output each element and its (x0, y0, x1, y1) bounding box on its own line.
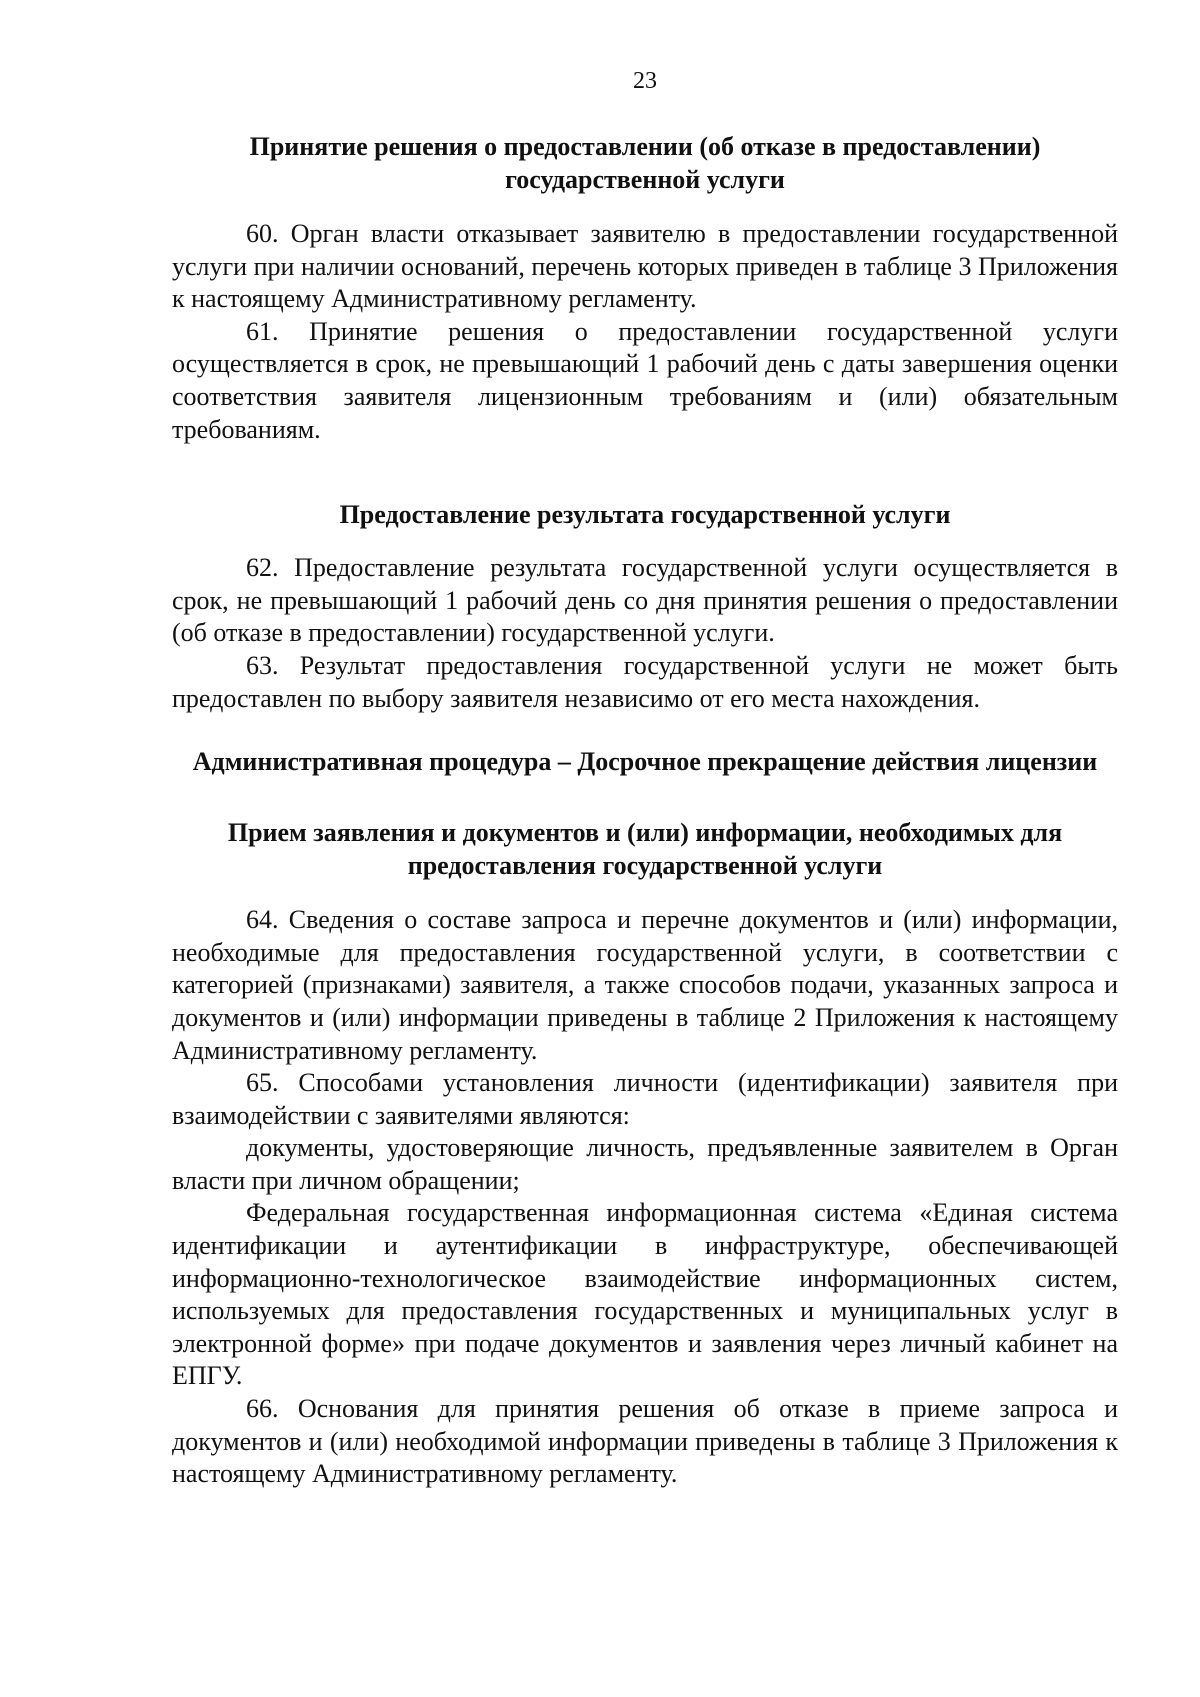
section-heading-result: Предоставление результата государственной услуги (339, 500, 951, 530)
paragraph-65-item-esia: Федеральная государственная информационная система «Единая система идентификации и аутентификации в инфраструктуре, обеспечивающей информационно-технологическое взаимодействие информационных систем, используемых для предоставления государственных и муниципальных услуг в электронной форме» при подаче документов и заявления через личный кабинет на ЕПГУ. (172, 1198, 1118, 1391)
page-number: 23 (633, 68, 657, 94)
section-heading-decision: Принятие решения о предоставлении (об отказе в предоставлении) государственной услуги (249, 132, 1041, 194)
paragraph-62: 62. Предоставление результата государственной услуги осуществляется в срок, не превышающий 1 рабочий день со дня принятия решения о предоставлении (об отказе в предоставлении) государственной услуги. (172, 553, 1118, 648)
section-heading-reception: Прием заявления и документов и (или) информации, необходимых для предоставления государственной услуги (227, 818, 1063, 881)
paragraph-63: 63. Результат предоставления государственной услуги не может быть предоставлен по выбору заявителя независимо от его места нахождения. (172, 650, 1118, 713)
paragraph-65-item-documents: документы, удостоверяющие личность, предъявленные заявителем в Орган власти при личном обращении; (172, 1133, 1118, 1195)
section-heading-procedure: Административная процедура – Досрочное прекращение действия лицензии (192, 747, 1098, 777)
paragraph-61: 61. Принятие решения о предоставлении государственной услуги осуществляется в срок, не превышающий 1 рабочий день с даты завершения оценки соответствия заявителя лицензионным требованиям и (или) обязательным требованиям. (172, 316, 1118, 444)
document-page (172, 66, 1118, 1491)
paragraph-60: 60. Орган власти отказывает заявителю в предоставлении государственной услуги при наличии оснований, перечень которых приведен в таблице 3 Приложения к настоящему Административному регламенту. (172, 219, 1118, 314)
paragraph-66: 66. Основания для принятия решения об отказе в приеме запроса и документов и (или) необходимой информации приведены в таблице 3 Приложения к настоящему Административному регламенту. (172, 1394, 1118, 1489)
paragraph-64: 64. Сведения о составе запроса и перечне документов и (или) информации, необходимые для предоставления государственной услуги, в соответствии с категорией (признаками) заявителя, а также способов подачи, указанных запроса и документов и (или) информации приведены в таблице 2 Приложения к настоящему Административному регламенту. (172, 905, 1118, 1065)
paragraph-65: 65. Способами установления личности (идентификации) заявителя при взаимодействии с заявителями являются: (172, 1068, 1118, 1130)
